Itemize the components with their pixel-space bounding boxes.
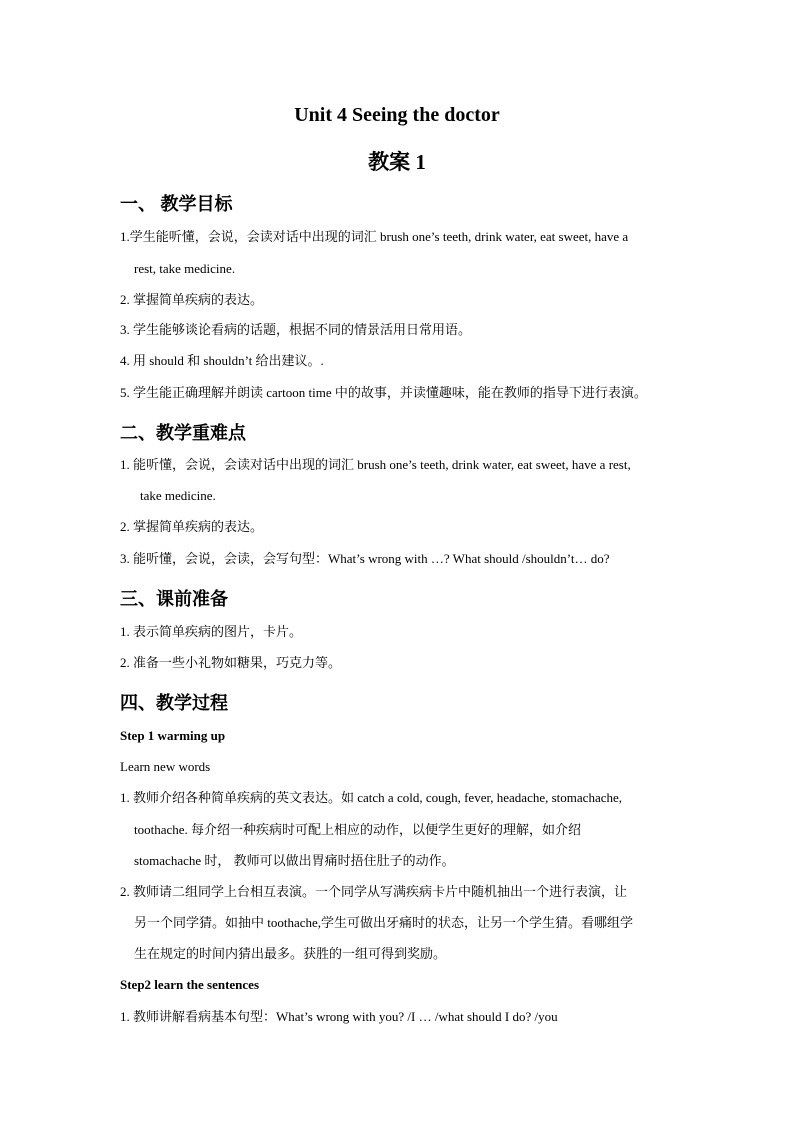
text-line: stomachache 时， 教师可以做出胃痛时捂住肚子的动作。 bbox=[134, 853, 455, 868]
step-2-label: Step2 learn the sentences bbox=[120, 977, 260, 992]
text-line: 4. 用 should 和 shouldn’t 给出建议。. bbox=[120, 353, 324, 368]
section-heading-process: 四、教学过程 bbox=[120, 693, 228, 713]
step-1-subtitle: Learn new words bbox=[120, 759, 211, 774]
section-heading-goals: 一、 教学目标 bbox=[120, 194, 233, 214]
text-line: 1. 教师讲解看病基本句型：What’s wrong with you? /I … /what should I do? /you bbox=[120, 1009, 558, 1024]
text-line: take medicine. bbox=[140, 488, 216, 503]
document-subtitle: 教案 1 bbox=[368, 150, 426, 174]
text-line: rest, take medicine. bbox=[134, 261, 236, 276]
text-line: 2. 掌握简单疾病的表达。 bbox=[120, 519, 264, 534]
text-line: 3. 学生能够谈论看病的话题，根据不同的情景活用日常用语。 bbox=[120, 322, 472, 337]
text-line: 1. 能听懂，会说，会读对话中出现的词汇 brush one’s teeth, drink water, eat sweet, have a rest, bbox=[120, 457, 631, 472]
document-title: Unit 4 Seeing the doctor bbox=[294, 104, 500, 126]
step-1-label: Step 1 warming up bbox=[120, 728, 226, 743]
text-line: 另一个同学猜。如抽中 toothache,学生可做出牙痛时的状态，让另一个学生猜。看哪组学 bbox=[134, 915, 634, 930]
text-line: 2. 掌握简单疾病的表达。 bbox=[120, 292, 264, 307]
text-line: 5. 学生能正确理解并朗读 cartoon time 中的故事，并读懂趣味，能在教师的指导下进行表演。 bbox=[120, 385, 647, 400]
text-line: 2. 教师请二组同学上台相互表演。一个同学从写满疾病卡片中随机抽出一个进行表演，让 bbox=[120, 884, 628, 899]
text-line: 2. 准备一些小礼物如糖果，巧克力等。 bbox=[120, 655, 342, 670]
section-heading-preparation: 三、课前准备 bbox=[120, 589, 228, 609]
text-line: toothache. 每介绍一种疾病时可配上相应的动作，以便学生更好的理解，如介绍 bbox=[134, 822, 582, 837]
text-line: 1.学生能听懂，会说，会读对话中出现的词汇 brush one’s teeth, drink water, eat sweet, have a bbox=[120, 229, 629, 244]
text-line: 3. 能听懂，会说，会读，会写句型：What’s wrong with …? What should /shouldn’t… do? bbox=[120, 551, 610, 566]
text-line: 生在规定的时间内猜出最多。获胜的一组可得到奖励。 bbox=[134, 946, 447, 961]
text-line: 1. 教师介绍各种简单疾病的英文表达。如 catch a cold, cough, fever, headache, stomachache, bbox=[120, 790, 623, 805]
section-heading-key-points: 二、教学重难点 bbox=[120, 423, 246, 443]
text-line: 1. 表示简单疾病的图片，卡片。 bbox=[120, 624, 303, 639]
